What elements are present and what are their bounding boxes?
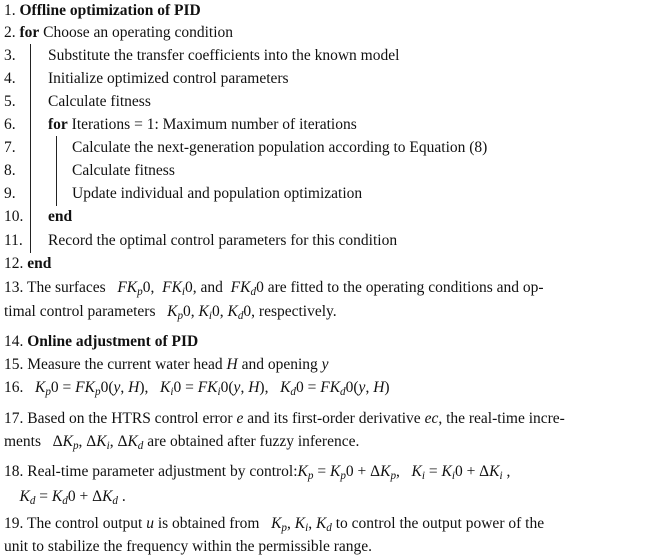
line-number: 12. <box>4 255 24 272</box>
var-ec: ec <box>424 410 439 427</box>
section-heading: Offline optimization of PID <box>19 2 201 19</box>
line-number: 8. <box>4 162 16 179</box>
line-number: 5. <box>4 93 16 110</box>
line-text: Iterations = 1: Maximum number of iterations <box>71 116 357 133</box>
line-text: Calculate fitness <box>48 93 151 110</box>
line-text: 15. Measure the current water head <box>4 356 223 373</box>
line-text: Record the optimal control parameters for this condition <box>48 232 398 249</box>
line-number: 7. <box>4 139 16 156</box>
line-10 <box>4 206 651 228</box>
line-12 <box>4 253 651 275</box>
line-number: 14. <box>4 333 24 350</box>
line-1 <box>4 0 651 22</box>
line-14 <box>4 331 651 353</box>
var-y: y <box>321 356 329 373</box>
line-text: ments <box>4 433 42 450</box>
var-u: u <box>146 515 154 532</box>
line-text: Calculate the next-generation population according to Equation (8) <box>72 139 488 156</box>
line-19b <box>4 536 651 558</box>
keyword-for: for <box>48 116 68 133</box>
math-k0-set: $K_p0$, $K_i0$, $K_d0$ <box>159 303 252 322</box>
line-text: Calculate fitness <box>72 162 175 179</box>
line-text: 17. Based on the HTRS control error <box>4 410 233 427</box>
line-18b <box>4 486 651 508</box>
keyword-for: for <box>19 24 40 41</box>
line-text: unit to stabilize the frequency within the permissible range. <box>4 538 373 555</box>
line-text: 13. The surfaces <box>4 279 106 296</box>
line-4 <box>4 68 651 90</box>
line-8 <box>4 160 651 182</box>
var-H: H <box>226 356 238 373</box>
line-number: 3. <box>4 47 16 64</box>
math-fki0: $FK_i0$ <box>162 279 193 298</box>
line-13a: 13. The surfaces $FK_p0$, $FK_i0$, and $FK_d0$ are fitted to the operating conditions and op- <box>4 279 544 298</box>
line-text: Choose an operating condition <box>43 24 234 41</box>
line-text: 18. Real-time parameter adjustment by control: <box>4 463 298 480</box>
line-text: are obtained after fuzzy inference. <box>147 433 360 450</box>
line-number: 9. <box>4 185 16 202</box>
math-equations: $K_p0 = FK_p0(y$, H), $K_i0 = FK_i0(y$, H), $K_d0 = FK_d0(y$, H) <box>27 379 390 398</box>
line-7 <box>4 137 651 159</box>
line-text: is obtained from <box>157 515 260 532</box>
line-number: 10. <box>4 208 24 225</box>
line-number: 1. <box>4 2 16 19</box>
line-2 <box>4 22 651 44</box>
line-text: timal control parameters <box>4 303 156 320</box>
line-number: 2. <box>4 24 16 41</box>
line-text: Substitute the transfer coefficients into the known model <box>48 47 400 64</box>
line-text: , and <box>192 279 223 296</box>
line-13b <box>4 301 651 323</box>
line-text: Initialize optimized control parameters <box>48 70 289 87</box>
line-text: and its first-order derivative <box>247 410 421 427</box>
line-16 <box>4 377 651 399</box>
line-text: and opening <box>241 356 318 373</box>
math-delta-k: $\Delta K_p$, $\Delta K_i$, $\Delta K_d$ <box>52 433 144 452</box>
line-19a <box>4 513 651 535</box>
line-11 <box>4 230 651 252</box>
line-17b <box>4 431 651 453</box>
line-number: 6. <box>4 116 16 133</box>
keyword-end: end <box>48 208 73 225</box>
line-18a: 18. Real-time parameter adjustment by $control:K_p = K_p0 + \Delta K_p$, $K_i = K_i0 + \Delta K_i$ , <box>4 463 511 482</box>
line-text: Update individual and population optimization <box>72 185 363 202</box>
line-6 <box>4 114 651 136</box>
line-text: 19. The control output <box>4 515 143 532</box>
math-kd-update: $K_d = K_d0 + \Delta K_d$ . <box>4 488 126 507</box>
line-number: 16. <box>4 379 24 396</box>
line-text: are fitted to the operating conditions and op- <box>267 279 544 296</box>
line-text: to control the output power of the <box>335 515 545 532</box>
math-k-set: $K_p$, $K_i$, $K_d$ <box>263 515 332 534</box>
section-heading: Online adjustment of PID <box>27 333 199 350</box>
line-5 <box>4 91 651 113</box>
math-fkp0: $FK_p0$ <box>109 279 151 298</box>
math-fkd0: $FK_d0$ <box>226 279 264 298</box>
line-text: , respectively. <box>251 303 337 320</box>
keyword-end: end <box>27 255 52 272</box>
line-number: 4. <box>4 70 16 87</box>
line-3 <box>4 45 651 67</box>
line-15 <box>4 354 651 376</box>
line-17a <box>4 408 651 430</box>
line-9 <box>4 183 651 205</box>
line-number: 11. <box>4 232 23 249</box>
var-e: e <box>236 410 244 427</box>
math-ki-update: $K_i = K_i0 + \Delta K_i$ <box>411 463 503 482</box>
line-text: , the real-time incre- <box>438 410 565 427</box>
math-kp-update: $K_p = K_p0 + \Delta K_p$ <box>297 463 397 482</box>
